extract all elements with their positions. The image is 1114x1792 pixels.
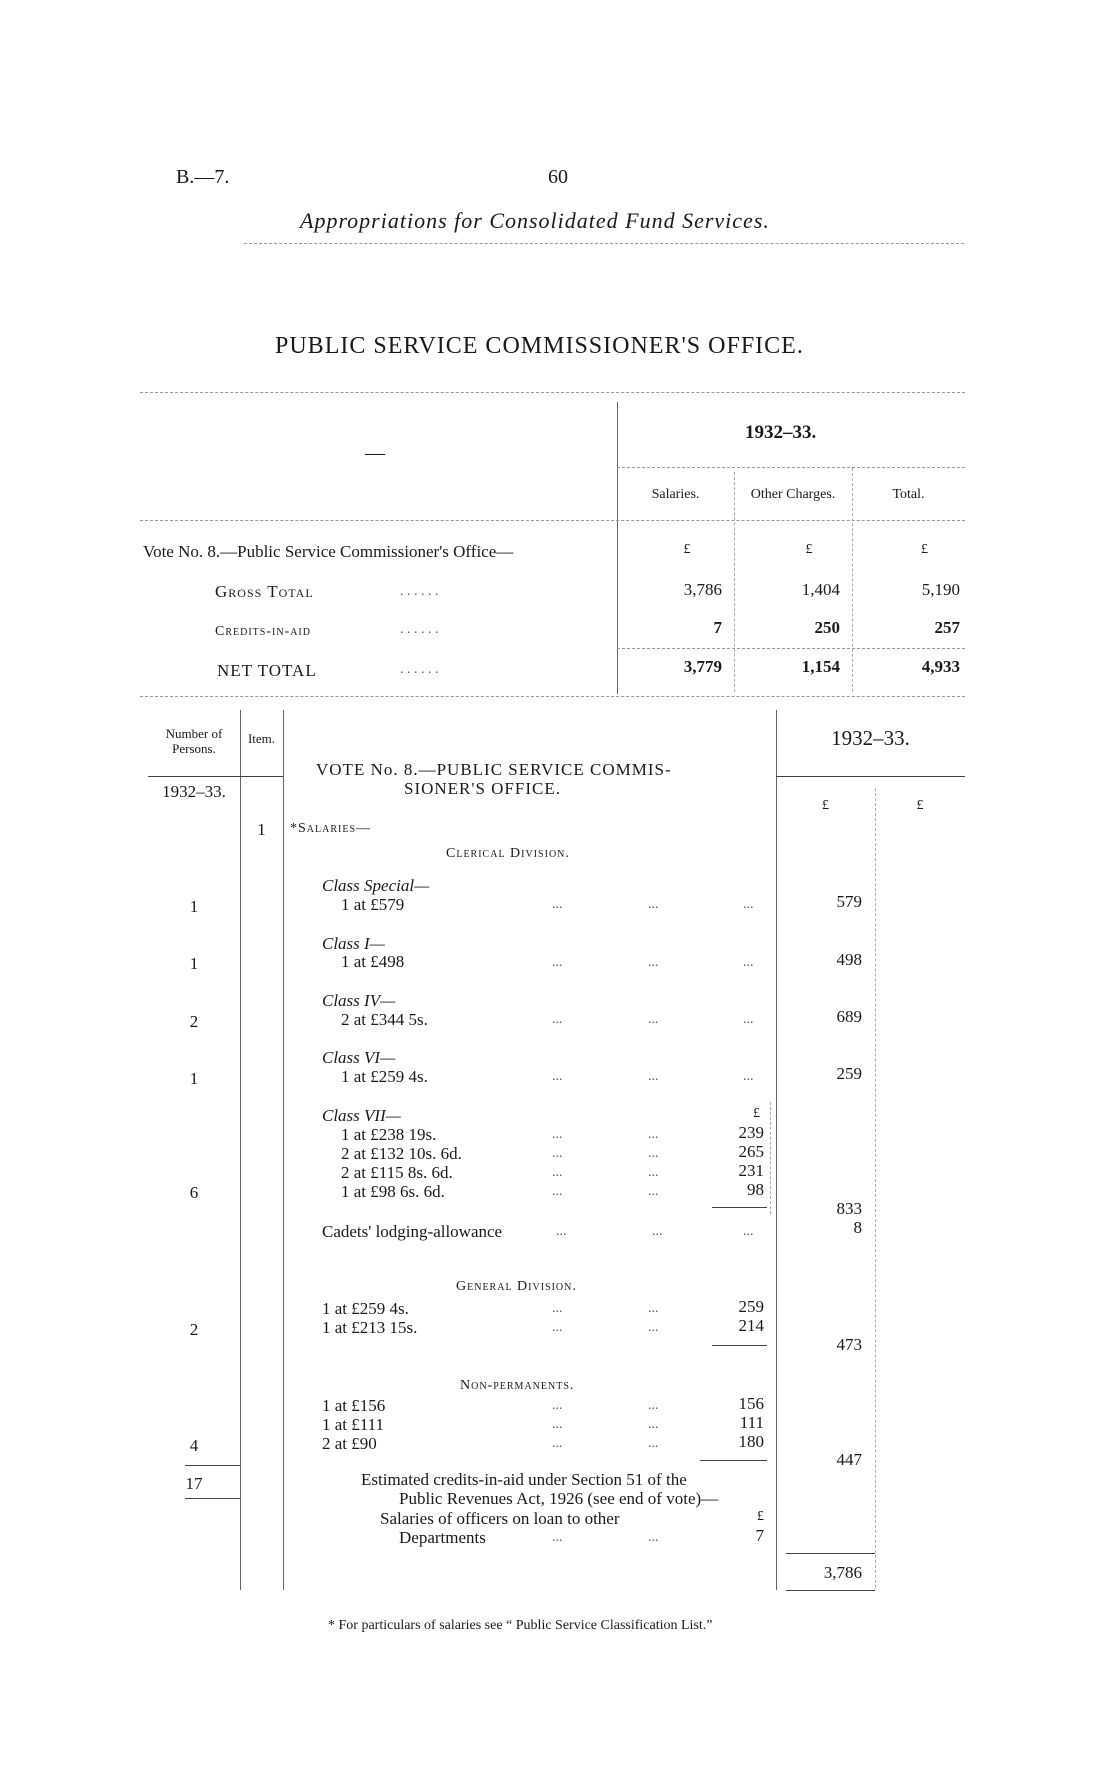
ellipsis: ... — [743, 1069, 754, 1084]
amount: 259 — [836, 1064, 862, 1083]
line-text: 1 at £579 — [341, 895, 405, 914]
summary-blank-heading: — — [365, 442, 385, 464]
ellipsis: ... — [648, 1417, 659, 1432]
ellipsis: ... — [648, 1184, 659, 1199]
ellipsis: ... — [552, 1417, 563, 1432]
line-text: 1 at £259 4s. — [341, 1067, 428, 1086]
ellipsis: ... — [552, 1301, 563, 1316]
ellipsis: ... — [648, 1398, 659, 1413]
col-other-charges: Other Charges. — [750, 487, 836, 502]
line-text: 1 at £213 15s. — [322, 1318, 418, 1337]
subtotal: 447 — [836, 1450, 862, 1469]
col-item: Item. — [247, 731, 276, 746]
class-label: Class IV— — [322, 991, 396, 1010]
persons-count: 2 — [189, 1012, 199, 1031]
line-text: 2 at £90 — [322, 1434, 377, 1453]
line-text: 1 at £111 — [322, 1415, 385, 1434]
line-amount: 156 — [738, 1394, 764, 1413]
pound-sign: £ — [805, 542, 813, 557]
pound-sign: £ — [916, 798, 924, 813]
amount: 579 — [836, 892, 862, 911]
page-number: 60 — [548, 166, 568, 188]
salaries-value: 3,786 — [683, 580, 722, 599]
persons-count: 4 — [189, 1436, 199, 1455]
page-subtitle: Appropriations for Consolidated Fund Services. — [300, 208, 770, 233]
salaries-value: 7 — [713, 618, 722, 637]
page-title: PUBLIC SERVICE COMMISSIONER'S OFFICE. — [275, 333, 804, 359]
vote-label: Vote No. 8.—Public Service Commissioner's Office— — [143, 542, 514, 561]
ellipsis: ... — [552, 1012, 563, 1027]
clerical-division-heading: Clerical Division. — [446, 846, 570, 861]
line-amount: 98 — [747, 1180, 764, 1199]
persons-count: 1 — [189, 897, 199, 916]
line-amount: 259 — [738, 1297, 764, 1316]
other-value: 250 — [814, 618, 840, 637]
subtitle-rule — [244, 243, 964, 244]
ellipsis: ... — [552, 1530, 563, 1545]
ellipsis: ... — [648, 1012, 659, 1027]
other-value: 1,404 — [801, 580, 840, 599]
col-salaries: Salaries. — [651, 487, 700, 502]
persons-count: 1 — [189, 1069, 199, 1088]
salaries-heading: *Salaries— — [290, 821, 372, 836]
ellipsis: ... — [648, 1069, 659, 1084]
footnote: * For particulars of salaries see “ Public Service Classification List.” — [328, 1618, 713, 1633]
ellipsis: ... — [552, 897, 563, 912]
ellipsis: ... — [743, 1224, 754, 1239]
amount: 8 — [853, 1218, 862, 1237]
credits-text: Public Revenues Act, 1926 (see end of vote)— — [399, 1489, 719, 1508]
class-label: Class VII— — [322, 1106, 401, 1125]
ellipsis: ... — [648, 897, 659, 912]
ellipsis: ... — [648, 1127, 659, 1142]
total-persons: 17 — [185, 1474, 203, 1493]
other-value: 1,154 — [801, 657, 840, 676]
col-total: Total. — [892, 487, 925, 502]
ellipsis: ... — [556, 1224, 567, 1239]
ellipsis: ... — [552, 1127, 563, 1142]
row-label: Gross Total — [215, 582, 314, 601]
line-text: 1 at £259 4s. — [322, 1299, 409, 1318]
ellipsis: ... — [552, 1184, 563, 1199]
credits-amount: 7 — [755, 1526, 764, 1545]
credits-text: Departments — [399, 1528, 486, 1547]
summary-year-heading: 1932–33. — [745, 422, 817, 443]
ellipsis: ... — [648, 1146, 659, 1161]
line-text: 2 at £132 10s. 6d. — [341, 1144, 462, 1163]
line-amount: 214 — [738, 1316, 764, 1335]
ellipsis: ... — [648, 1165, 659, 1180]
subtotal: 473 — [836, 1335, 862, 1354]
ellipsis: ... — [552, 1165, 563, 1180]
amount: 498 — [836, 950, 862, 969]
ellipsis: ... — [552, 1146, 563, 1161]
persons-count: 2 — [189, 1320, 199, 1339]
amount: 689 — [836, 1007, 862, 1026]
item-number: 1 — [257, 820, 266, 839]
ellipsis: ... — [648, 1320, 659, 1335]
vote-heading-cont: SIONER'S OFFICE. — [404, 779, 561, 798]
col-number-of-persons: Number of Persons. — [165, 726, 223, 756]
ellipsis: ... — [552, 1320, 563, 1335]
ellipsis: ... — [743, 955, 754, 970]
line-text: 2 at £344 5s. — [341, 1010, 428, 1029]
leader-dots: . . . . . . — [400, 622, 439, 637]
salaries-value: 3,779 — [683, 657, 722, 676]
line-text: 1 at £238 19s. — [341, 1125, 437, 1144]
general-division-heading: General Division. — [456, 1279, 577, 1294]
line-amount: 231 — [738, 1161, 764, 1180]
total-value: 257 — [934, 618, 960, 637]
pound-sign: £ — [757, 1509, 764, 1524]
line-amount: 265 — [738, 1142, 764, 1161]
grand-total: 3,786 — [823, 1563, 862, 1582]
class-label: Class I— — [322, 934, 385, 953]
line-text: 1 at £498 — [341, 952, 405, 971]
ellipsis: ... — [648, 1530, 659, 1545]
ellipsis: ... — [552, 955, 563, 970]
report-reference: B.—7. — [176, 166, 230, 188]
pound-sign: £ — [683, 542, 691, 557]
pound-sign: £ — [753, 1106, 760, 1121]
credits-text: Estimated credits-in-aid under Section 51 of the — [361, 1470, 687, 1489]
persons-count: 6 — [189, 1183, 199, 1202]
total-value: 5,190 — [921, 580, 960, 599]
line-amount: 111 — [739, 1413, 764, 1432]
total-value: 4,933 — [921, 657, 960, 676]
class-label: Class VI— — [322, 1048, 396, 1067]
leader-dots: . . . . . . — [400, 662, 439, 677]
ellipsis: ... — [648, 1301, 659, 1316]
line-text: Cadets' lodging-allowance — [322, 1222, 503, 1241]
detail-year-heading: 1932–33. — [831, 726, 910, 750]
line-amount: 239 — [738, 1123, 764, 1142]
credits-text: Salaries of officers on loan to other — [380, 1509, 620, 1528]
line-amount: 180 — [738, 1432, 764, 1451]
line-text: 1 at £98 6s. 6d. — [341, 1182, 445, 1201]
pound-sign: £ — [822, 798, 829, 813]
row-label: Credits-in-aid — [215, 624, 311, 639]
ellipsis: ... — [648, 1436, 659, 1451]
ellipsis: ... — [552, 1436, 563, 1451]
line-text: 1 at £156 — [322, 1396, 386, 1415]
ellipsis: ... — [648, 955, 659, 970]
pound-sign: £ — [921, 542, 928, 557]
non-permanents-heading: Non-permanents. — [460, 1378, 575, 1393]
subtotal: 833 — [836, 1199, 862, 1218]
ellipsis: ... — [552, 1398, 563, 1413]
persons-count: 1 — [189, 954, 199, 973]
ellipsis: ... — [552, 1069, 563, 1084]
ellipsis: ... — [743, 1012, 754, 1027]
ellipsis: ... — [743, 897, 754, 912]
row-label: NET TOTAL — [217, 661, 317, 680]
col-year: 1932–33. — [162, 782, 226, 801]
class-label: Class Special— — [322, 876, 430, 895]
ellipsis: ... — [652, 1224, 663, 1239]
vote-heading: VOTE No. 8.—PUBLIC SERVICE COMMIS- — [316, 760, 672, 779]
line-text: 2 at £115 8s. 6d. — [341, 1163, 453, 1182]
leader-dots: . . . . . . — [400, 584, 439, 599]
